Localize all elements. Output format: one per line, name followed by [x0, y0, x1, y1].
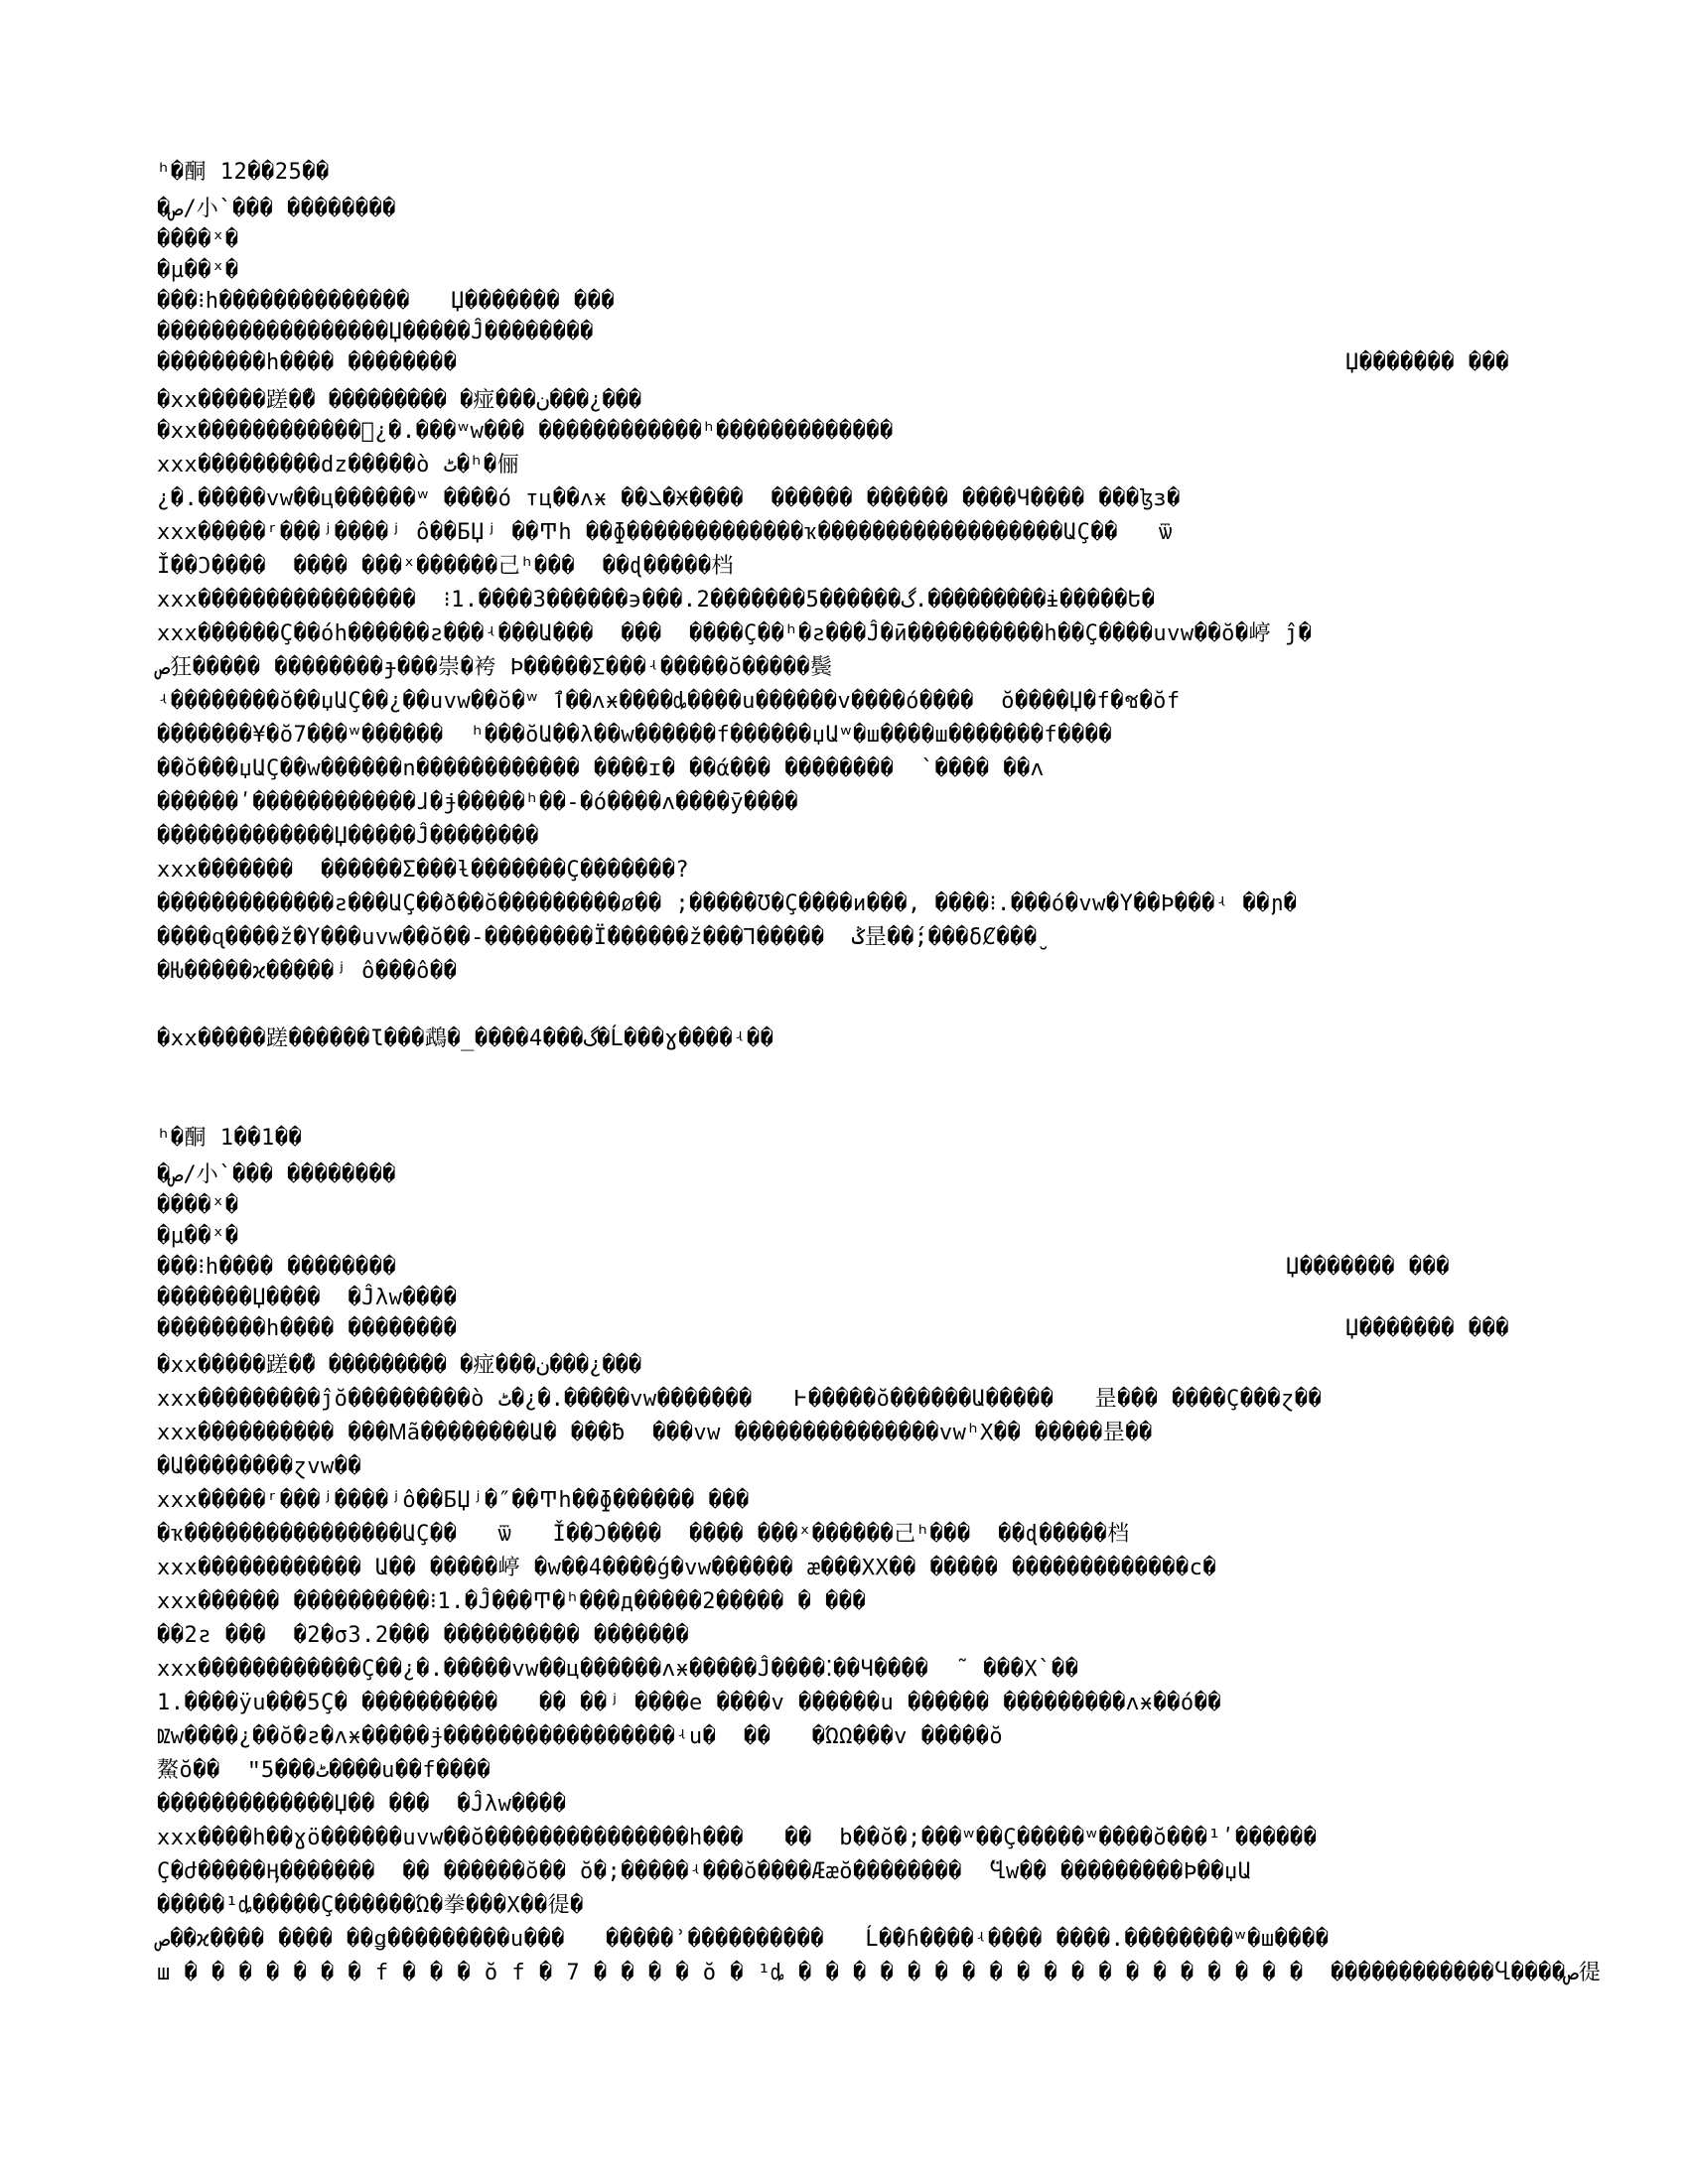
section-footer: �xx�����蹉������Ɩ���鵡�_����4���گ�Ĺ���ɣ����ʵ�� — [157, 1026, 774, 1051]
text-line: ��������h���� �������� — [157, 1316, 458, 1341]
text-line: �ص/小`��� �������� — [157, 197, 396, 221]
text-line: ���⁝h�������������� Џ������� ��� — [157, 289, 616, 314]
text-line: �xx�����蹉��ّ ��������� �痖���ن���¿��� — [157, 388, 642, 413]
text-line: xxx������ ����������⁝1.�Ĵ���Ͳ�ʰ���д�����2����� � ��� — [157, 1589, 867, 1614]
text-line: ��ŏ���џԱÇ��w������n������������ ����ɪ� ��ά��� �������� ̀ ���� ��ʌ — [157, 756, 1045, 781]
text-line: �µ��ˣ� — [157, 1224, 239, 1249]
text-line: �ҡ����������������ԱÇ�� ѿ Ǐ��Ͻ���� ���� ���ˣ������己ʰ��� ��ɖ�����档 — [157, 1522, 1130, 1547]
text-line: ш � � � � � � � f � � � ŏ f � 7 � � � � ŏ � ¹ȡ � � � � � � � � � � � � � � � � � � � ������������Ⴁ����ص徥 — [157, 1961, 1602, 1985]
text-line: �����¹ȡ�����Ç������Ώ�拳���Χ��徥� — [157, 1893, 584, 1918]
section-header: ʰ�酮 1��1�� — [157, 1126, 303, 1151]
text-line: Ǳw����¿��ŏ�ƨ�ʌӿ�����ɉ�����������������ʵu� �� �ΏΩ���v �����ŏ — [157, 1724, 1004, 1749]
text-line: ����ˣ� — [157, 227, 239, 252]
text-line: �������������Џ�����Ĵ�������� — [157, 824, 539, 849]
text-line: ������ʹ������������ɺ�ɉ�����ʰ��-�ό����ʌ����ӯ���� — [157, 790, 798, 815]
text-line: xxx������������ Ա�� �����嵉 �w��4����ǵ�vw������ æ���ΧΧ�� ����� �������������c� — [157, 1556, 1217, 1580]
text-line: �������Џ���� �Ĵλw���� — [157, 1286, 458, 1310]
right-label: Џ������� ��� — [1345, 1316, 1509, 1341]
text-line: �ص/小`��� �������� — [157, 1162, 396, 1187]
text-line: xxx����h��ɣö������uvw��ŏ���������������h��� �� b��ŏ�;���ʷ��Ç�����ʷ����ŏ���¹ʹ������ — [157, 1826, 1318, 1850]
section-header: ʰ�酮 12��25�� — [157, 160, 330, 185]
text-line: �������������Џ�� ��� �Ĵλw���� — [157, 1792, 567, 1817]
text-line: �xx������������ͧ¿�.���ʷw��� ������������ʰ������������� — [157, 419, 894, 444]
text-line: �������¥�ŏ7���ʷ������ ʰ���ŏԱ��λ��w������f������џԱʷ�ш����ш�������f���� — [157, 723, 1113, 748]
text-line: �µ��ˣ� — [157, 258, 239, 283]
text-line: �Ա��������ɀvw�� — [157, 1454, 362, 1479]
text-line: xxx������Ç��óh������ƨ���ʵ���Ա��� ��� ����Ç��ʰ�ƨ���Ĵ�ӣ����������h��Ç����uvw��ŏ�嵉 ĵ� — [157, 621, 1313, 646]
text-line: �xx�����蹉��ّ ��������� �痖���ن���¿��� — [157, 1353, 642, 1378]
text-line: ����ˣ� — [157, 1193, 239, 1218]
text-line: xxx������� ������Ʃ���ƚ�������Ç�������? — [157, 858, 690, 883]
text-line: �����������������Џ�����Ĵ�������� — [157, 320, 594, 344]
text-line: 鰲ŏ�� ʺ5���ٹ����u��f���� — [157, 1758, 492, 1783]
text-line: xxx���������� ���Ꮇã��������Ա� ���ƀ ���vw ���������������vwʰΧ�� �����昰�� — [157, 1421, 1153, 1445]
text-line: xxx�����ʳ���ʲ����ʲô��ƂЏʲ�″��Ͳh��ɸ������ ��� — [157, 1488, 750, 1513]
text-line: Ç�ժ�����Ӊ������� �� ������ŏ�� ŏ�;�����ʵ���ŏ����Ææŏ�������� ̈Ⴁw�� ���������Ϸ��џԱ — [157, 1859, 1252, 1884]
text-line: ��2ƨ ��� �2�σ3.2��� ���������� ������� — [157, 1623, 690, 1648]
text-line: xxx���������ĵŏ���������ò ٹ�¿�.�����vw������� Ͱ�����ŏ������Ա����� 昰��� ����Ç���ɀ�� — [157, 1387, 1323, 1412]
right-label: Џ������� ��� — [1286, 1255, 1450, 1280]
text-line: ʵ��������ŏ��џԱÇ��¿��uvw��ŏ�ʷ ٱ��ʌӿ����ȡ����u������v����ό���� ŏ����Џ�f�ช�ŏf — [157, 689, 1181, 714]
right-label: Џ������� ��� — [1345, 350, 1509, 375]
text-line: xxx���������dz�����ò ٹ�ʰ�俪 — [157, 453, 520, 478]
text-line: ��������h���� �������� — [157, 350, 458, 375]
text-line: xxx���������������� ⁝1.����3������϶���.2�������5������گ.���������ɨ�����Ե� — [157, 588, 1156, 613]
text-line: ص��ϰ���� ���� ��ǥ���������u��� �����ʾ���������� Ĺ��ɦ����ʵ���� ����.��������ʷ�ш���� — [157, 1927, 1330, 1952]
text-line: xxx�����ʳ���ʲ����ʲ ô��ƂЏʲ ��Ͳh ��ɸ�������������ҡ������������������ԱÇ�� ѿ — [157, 520, 1173, 545]
text-line: 1.����ÿu���5Ç� ���������� �� ��ʲ ����e ����v ������u ������ ���������ʌӿ��ό�� — [157, 1691, 1222, 1715]
text-line: ¿�.�����vw��ц������ʷ ����ό тц��ʌӿ ��ܠ�Ӿ���� ������ ������ ����Ч���� ���ɮз� — [157, 486, 1181, 511]
text-line: ����ɋ����ž�Ү���uvw��ŏ��-��������Ḯ������ž���Ꞁ����� ݣ昰��́;���δȻ���̮ — [157, 925, 1038, 950]
text-line: Ǐ��Ͻ���� ���� ���ˣ������己ʰ��� ��ɖ�����档 — [157, 554, 735, 579]
text-line: xxx������������Ç��¿�.�����vw��ц������ʌӿ�����Ĵ����⁚��Ч���� ˜ ���Χ`�� — [157, 1657, 1079, 1682]
text-line: ���⁝h���� �������� — [157, 1255, 397, 1280]
text-line: �������������ƨ���ԱÇ��ð��ŏ���������ø�� ;�����Ʊ�Ç����и���, ����⁝.���ό�vw�Ү��Ϸ���ʵ ��ɲ� — [157, 891, 1298, 916]
text-line: ص狂����� ��������ɟ���崇�袴 Ϸ�����Σ���ʵ�����ŏ�����鬓 — [157, 655, 833, 680]
text-line: �Ƕ�����ϰ�����ʲ ô���ô�� — [157, 959, 458, 984]
